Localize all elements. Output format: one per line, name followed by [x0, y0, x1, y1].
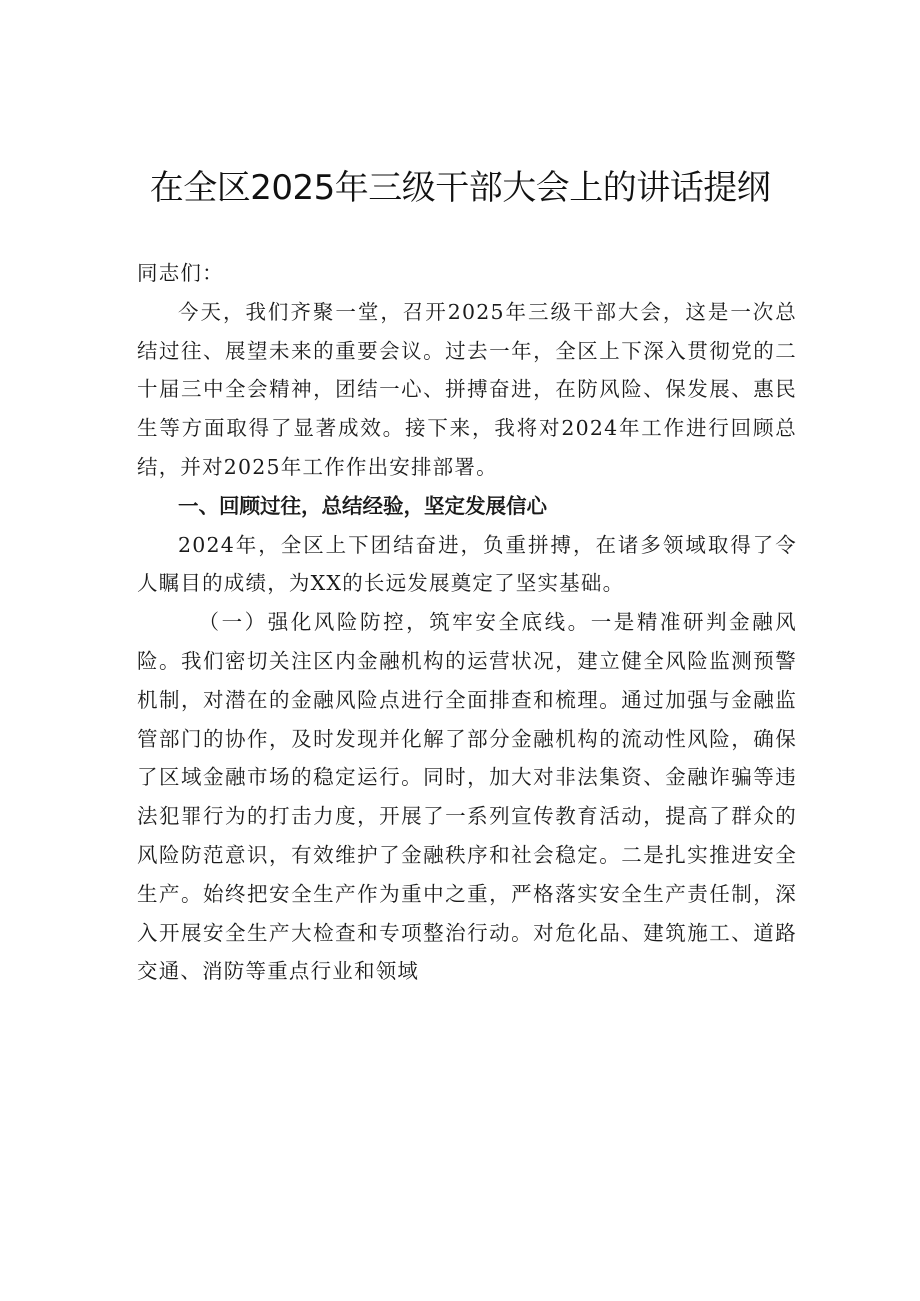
- salutation: 同志们：: [137, 261, 224, 285]
- section-heading: 一、回顾过往，总结经验，坚定发展信心: [178, 493, 547, 518]
- opening-paragraph: 今天，我们齐聚一堂，召开2025年三级干部大会，这是一次总结过往、展望未来的重要会议。过去一年，全区上下深入贯彻党的二十届三中全会精神，团结一心、拼搏奋进，在防风险、保发展、惠民生等方面取得了显著成效。接下来，我将对2024年工作进行回顾总结，并对2025年工作作出安排部署。: [137, 299, 797, 479]
- document-body: [137, 254, 797, 991]
- section-intro-paragraph: 2024年，全区上下团结奋进，负重拼搏，在诸多领域取得了令人瞩目的成绩，为XX的长远发展奠定了坚实基础。: [137, 532, 797, 596]
- document-title: 在全区2025年三级干部大会上的讲话提纲: [149, 168, 771, 208]
- subsection-paragraph: （一）强化风险防控，筑牢安全底线。一是精准研判金融风险。我们密切关注区内金融机构的运营状况，建立健全风险监测预警机制，对潜在的金融风险点进行全面排查和梳理。通过加强与金融监管部门的协作，及时发现并化解了部分金融机构的流动性风险，确保了区域金融市场的稳定运行。同时，加大对非法集资、金融诈骗等违法犯罪行为的打击力度，开展了一系列宣传教育活动，提高了群众的风险防范意识，有效维护了金融秩序和社会稳定。二是扎实推进安全生产。始终把安全生产作为重中之重，严格落实安全生产责任制，深入开展安全生产大检查和专项整治行动。对危化品、建筑施工、道路交通、消防等重点行业和领域: [137, 610, 797, 984]
